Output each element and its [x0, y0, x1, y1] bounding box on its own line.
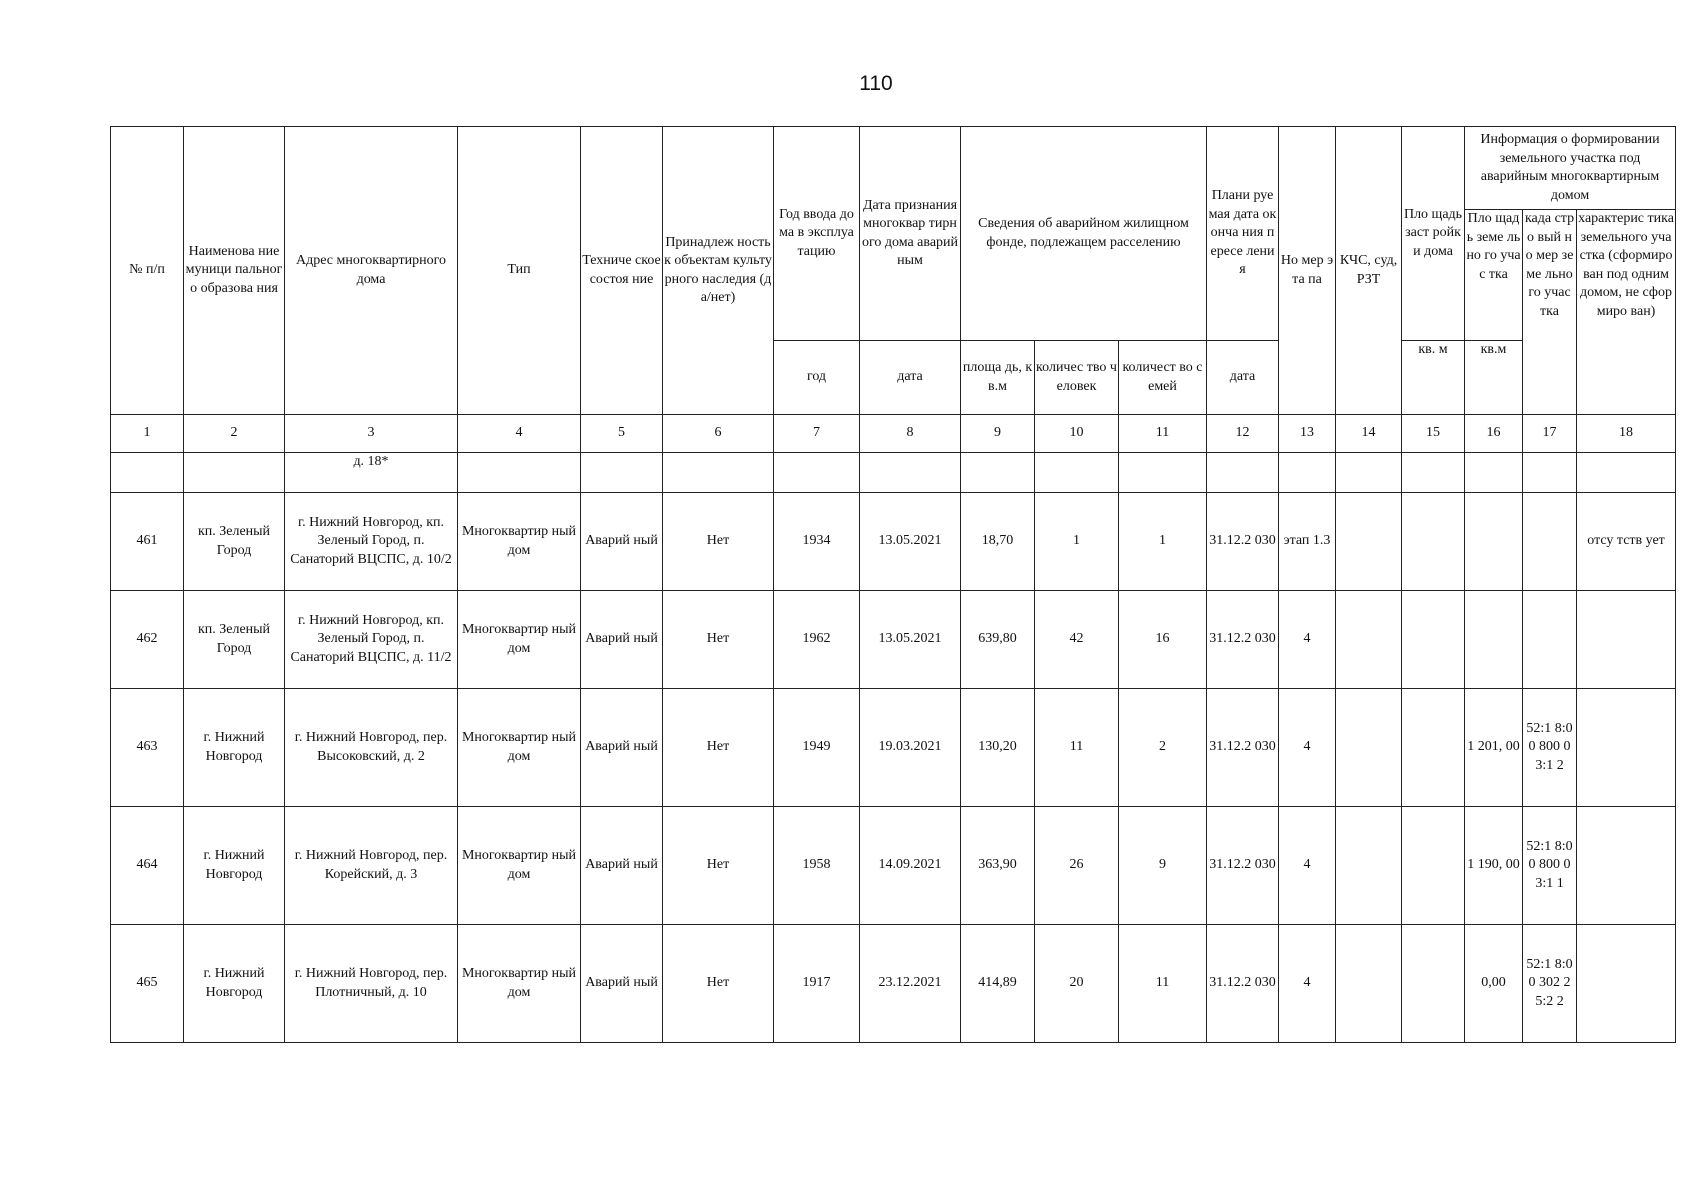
cell-cadastral-number [1523, 591, 1577, 689]
cell-municipality: г. Нижний Новгород [184, 689, 285, 807]
cell-house-type: Многоквартир ный дом [458, 925, 581, 1043]
cell-land-characteristic [1577, 689, 1676, 807]
cell-land-area [1465, 591, 1523, 689]
cell-row-number: 461 [111, 493, 184, 591]
sub-year: год [774, 341, 860, 415]
cell-land-area: 1 201, 00 [1465, 689, 1523, 807]
cell-year-built: 1917 [774, 925, 860, 1043]
cell-technical-state: Аварий ный [581, 807, 663, 925]
cell-house-type: Многоквартир ный дом [458, 807, 581, 925]
column-number: 17 [1523, 415, 1577, 453]
cell-people-count: 11 [1035, 689, 1119, 807]
header-municipality: Наименова ние муници пального образова ния [184, 127, 285, 415]
cell-kchs [1336, 591, 1402, 689]
cell-year-built: 1958 [774, 807, 860, 925]
cell-address: г. Нижний Новгород, пер. Плотничный, д. 10 [285, 925, 458, 1043]
column-number: 5 [581, 415, 663, 453]
table-row [111, 493, 1676, 591]
column-number: 16 [1465, 415, 1523, 453]
cell-year-built: 1949 [774, 689, 860, 807]
emergency-housing-table [110, 126, 1676, 1043]
table-header [111, 127, 1676, 493]
cell-technical-state: Аварий ный [581, 591, 663, 689]
column-number: 9 [961, 415, 1035, 453]
continuation-row [111, 453, 1676, 493]
cell-people-count: 42 [1035, 591, 1119, 689]
cell-build-area [1402, 493, 1465, 591]
cell-house-type: Многоквартир ный дом [458, 591, 581, 689]
sub-end-date: дата [1207, 341, 1279, 415]
cell-cadastral-number: 52:1 8:00 800 03:1 2 [1523, 689, 1577, 807]
header-land-character: характерис тика земельного участка (сформиро ван под одним домом, не сформиро ван) [1577, 210, 1676, 415]
column-number: 6 [663, 415, 774, 453]
cell-land-area: 0,00 [1465, 925, 1523, 1043]
cell-kchs [1336, 925, 1402, 1043]
cell-kchs [1336, 807, 1402, 925]
cell-stage-number: 4 [1279, 591, 1336, 689]
cell-municipality: кп. Зеленый Город [184, 591, 285, 689]
header-stage: Но мер эта па [1279, 127, 1336, 415]
column-number: 1 [111, 415, 184, 453]
cell-cadastral-number [1523, 493, 1577, 591]
header-cadastral: када стро вый но мер земе льно го учас тка [1523, 210, 1577, 415]
header-recognition-date: Дата признания многоквар тирного дома аварийным [860, 127, 961, 341]
continuation-address: д. 18* [285, 453, 458, 493]
cell-stage-number: 4 [1279, 807, 1336, 925]
table-row [111, 591, 1676, 689]
cell-address: г. Нижний Новгород, кп. Зеленый Город, п. Санаторий ВЦСПС, д. 11/2 [285, 591, 458, 689]
cell-planned-end-date: 31.12.2 030 [1207, 493, 1279, 591]
cell-heritage: Нет [663, 689, 774, 807]
cell-land-characteristic [1577, 925, 1676, 1043]
cell-land-area: 1 190, 00 [1465, 807, 1523, 925]
cell-kchs [1336, 689, 1402, 807]
cell-cadastral-number: 52:1 8:00 302 25:2 2 [1523, 925, 1577, 1043]
cell-people-count: 26 [1035, 807, 1119, 925]
cell-stage-number: 4 [1279, 689, 1336, 807]
column-number: 2 [184, 415, 285, 453]
header-type: Тип [458, 127, 581, 415]
cell-house-type: Многоквартир ный дом [458, 493, 581, 591]
cell-land-characteristic [1577, 807, 1676, 925]
cell-year-built: 1962 [774, 591, 860, 689]
cell-kchs [1336, 493, 1402, 591]
page-number: 110 [859, 72, 893, 95]
cell-municipality: кп. Зеленый Город [184, 493, 285, 591]
cell-planned-end-date: 31.12.2 030 [1207, 807, 1279, 925]
cell-land-characteristic [1577, 591, 1676, 689]
column-number: 13 [1279, 415, 1336, 453]
cell-municipality: г. Нижний Новгород [184, 925, 285, 1043]
header-number: № п/п [111, 127, 184, 415]
cell-cadastral-number: 52:1 8:00 800 03:1 1 [1523, 807, 1577, 925]
cell-family-count: 2 [1119, 689, 1207, 807]
sub-build-area-unit: кв. м [1402, 341, 1465, 415]
cell-planned-end-date: 31.12.2 030 [1207, 925, 1279, 1043]
column-number: 10 [1035, 415, 1119, 453]
cell-recognition-date: 19.03.2021 [860, 689, 961, 807]
cell-technical-state: Аварий ный [581, 493, 663, 591]
header-address: Адрес многоквартирного дома [285, 127, 458, 415]
cell-row-number: 463 [111, 689, 184, 807]
header-housing-info: Сведения об аварийном жилищном фонде, подлежащем расселению [961, 127, 1207, 341]
cell-house-type: Многоквартир ный дом [458, 689, 581, 807]
column-number: 7 [774, 415, 860, 453]
cell-planned-end-date: 31.12.2 030 [1207, 689, 1279, 807]
table-row [111, 925, 1676, 1043]
cell-address: г. Нижний Новгород, пер. Высоковский, д. 2 [285, 689, 458, 807]
cell-build-area [1402, 591, 1465, 689]
header-heritage: Принадлеж ность к объектам культурного наследия (да/нет) [663, 127, 774, 415]
cell-stage-number: 4 [1279, 925, 1336, 1043]
column-number: 14 [1336, 415, 1402, 453]
cell-heritage: Нет [663, 493, 774, 591]
cell-area: 639,80 [961, 591, 1035, 689]
header-land-info: Информация о формировании земельного участка под аварийным многоквартирным домом [1465, 127, 1676, 210]
cell-heritage: Нет [663, 807, 774, 925]
cell-heritage: Нет [663, 591, 774, 689]
cell-area: 130,20 [961, 689, 1035, 807]
sub-area: площа дь, кв.м [961, 341, 1035, 415]
cell-family-count: 16 [1119, 591, 1207, 689]
cell-area: 363,90 [961, 807, 1035, 925]
cell-technical-state: Аварий ный [581, 925, 663, 1043]
cell-people-count: 1 [1035, 493, 1119, 591]
cell-year-built: 1934 [774, 493, 860, 591]
cell-recognition-date: 14.09.2021 [860, 807, 961, 925]
cell-area: 414,89 [961, 925, 1035, 1043]
column-number: 8 [860, 415, 961, 453]
column-number: 15 [1402, 415, 1465, 453]
cell-technical-state: Аварий ный [581, 689, 663, 807]
cell-build-area [1402, 807, 1465, 925]
cell-row-number: 464 [111, 807, 184, 925]
cell-build-area [1402, 925, 1465, 1043]
cell-heritage: Нет [663, 925, 774, 1043]
cell-recognition-date: 13.05.2021 [860, 591, 961, 689]
header-build-area: Пло щадь заст ройки дома [1402, 127, 1465, 341]
table-row [111, 807, 1676, 925]
cell-build-area [1402, 689, 1465, 807]
header-land-area: Пло щадь земе льно го учас тка [1465, 210, 1523, 341]
cell-stage-number: этап 1.3 [1279, 493, 1336, 591]
column-number: 4 [458, 415, 581, 453]
cell-family-count: 1 [1119, 493, 1207, 591]
sub-people: количес тво человек [1035, 341, 1119, 415]
sub-date: дата [860, 341, 961, 415]
cell-people-count: 20 [1035, 925, 1119, 1043]
cell-row-number: 462 [111, 591, 184, 689]
column-number: 3 [285, 415, 458, 453]
header-planned-end: Плани руемая дата оконча ния пересе ления [1207, 127, 1279, 341]
cell-address: г. Нижний Новгород, пер. Корейский, д. 3 [285, 807, 458, 925]
cell-area: 18,70 [961, 493, 1035, 591]
cell-recognition-date: 23.12.2021 [860, 925, 961, 1043]
table-row [111, 689, 1676, 807]
sub-families: количест во семей [1119, 341, 1207, 415]
header-year: Год ввода дома в эксплуа тацию [774, 127, 860, 341]
cell-planned-end-date: 31.12.2 030 [1207, 591, 1279, 689]
header-kchs: КЧС, суд, РЗТ [1336, 127, 1402, 415]
column-number-row [111, 415, 1676, 453]
table-body [111, 493, 1676, 1043]
cell-recognition-date: 13.05.2021 [860, 493, 961, 591]
cell-address: г. Нижний Новгород, кп. Зеленый Город, п. Санаторий ВЦСПС, д. 10/2 [285, 493, 458, 591]
sub-land-area-unit: кв.м [1465, 341, 1523, 415]
column-number: 11 [1119, 415, 1207, 453]
cell-row-number: 465 [111, 925, 184, 1043]
cell-municipality: г. Нижний Новгород [184, 807, 285, 925]
cell-land-area [1465, 493, 1523, 591]
header-technical-state: Техниче ское состоя ние [581, 127, 663, 415]
cell-land-characteristic: отсу тств ует [1577, 493, 1676, 591]
column-number: 12 [1207, 415, 1279, 453]
cell-family-count: 9 [1119, 807, 1207, 925]
column-number: 18 [1577, 415, 1676, 453]
cell-family-count: 11 [1119, 925, 1207, 1043]
